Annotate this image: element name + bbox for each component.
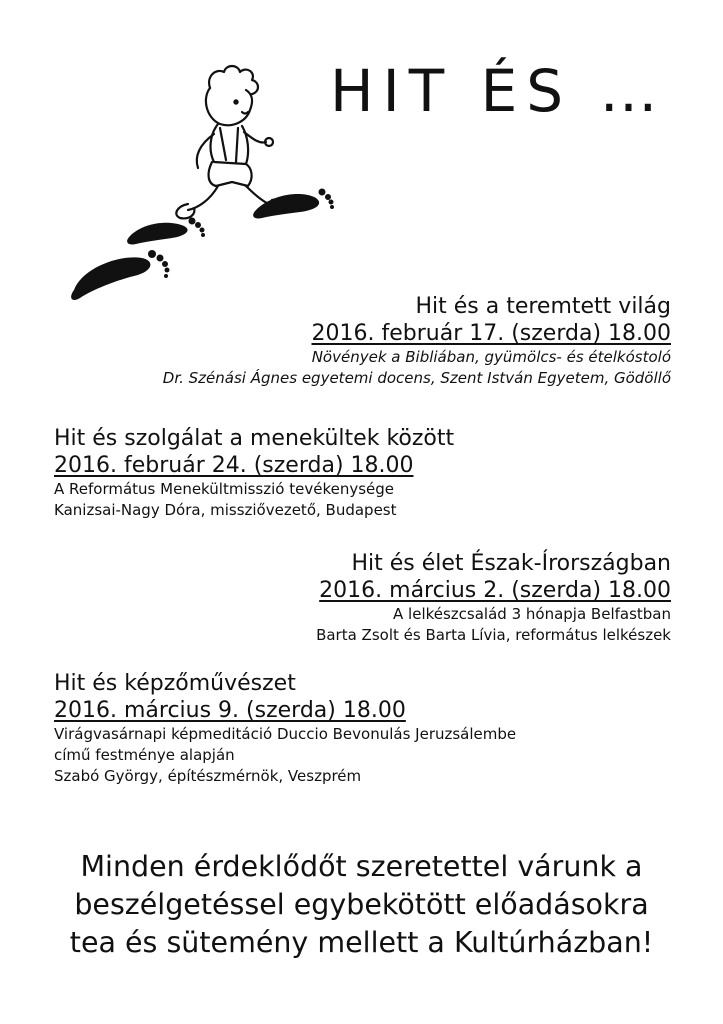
closing-line: Minden érdeklődőt szeretettel várunk a: [80, 850, 643, 883]
event-title: Hit és élet Észak-Írországban: [351, 551, 671, 576]
event-description: A lelkészcsalád 3 hónapja Belfastban: [393, 605, 671, 623]
event-2: [54, 425, 454, 521]
event-title: Hit és a teremtett világ: [415, 294, 671, 319]
event-title: Hit és képzőművészet: [54, 671, 296, 696]
closing-invitation: [0, 848, 723, 962]
event-speaker: Dr. Szénási Ágnes egyetemi docens, Szent István Egyetem, Gödöllő: [162, 369, 671, 387]
event-title: Hit és szolgálat a menekültek között: [54, 426, 455, 451]
event-date: 2016. március 2. (szerda) 18.00: [319, 578, 671, 603]
event-speaker: Kanizsai-Nagy Dóra, missziővezető, Budapest: [54, 501, 397, 519]
closing-line: beszélgetéssel egybekötött előadásokra: [74, 888, 649, 921]
event-description: A Református Menekültmisszió tevékenysége: [54, 480, 394, 498]
event-3: [316, 550, 671, 646]
event-speaker: Szabó György, építészmérnök, Veszprém: [54, 767, 362, 785]
closing-line: tea és sütemény mellett a Kultúrházban!: [69, 926, 654, 959]
event-speaker: Barta Zsolt és Barta Lívia, református lelkészek: [316, 626, 671, 644]
walking-boy-footprints-icon: [60, 58, 350, 308]
event-date: 2016. március 9. (szerda) 18.00: [54, 698, 406, 723]
event-description: Virágvasárnapi képmeditáció Duccio Bevonulás Jeruzsálembe: [54, 725, 517, 743]
event-4: [54, 670, 516, 787]
event-1: [163, 293, 671, 389]
event-date: 2016. február 17. (szerda) 18.00: [311, 321, 671, 346]
event-description: Növények a Bibliában, gyümölcs- és ételkóstoló: [311, 348, 671, 366]
event-description-cont: című festménye alapján: [54, 746, 235, 764]
page-title: HIT ÉS …: [330, 57, 667, 125]
event-date: 2016. február 24. (szerda) 18.00: [54, 453, 414, 478]
